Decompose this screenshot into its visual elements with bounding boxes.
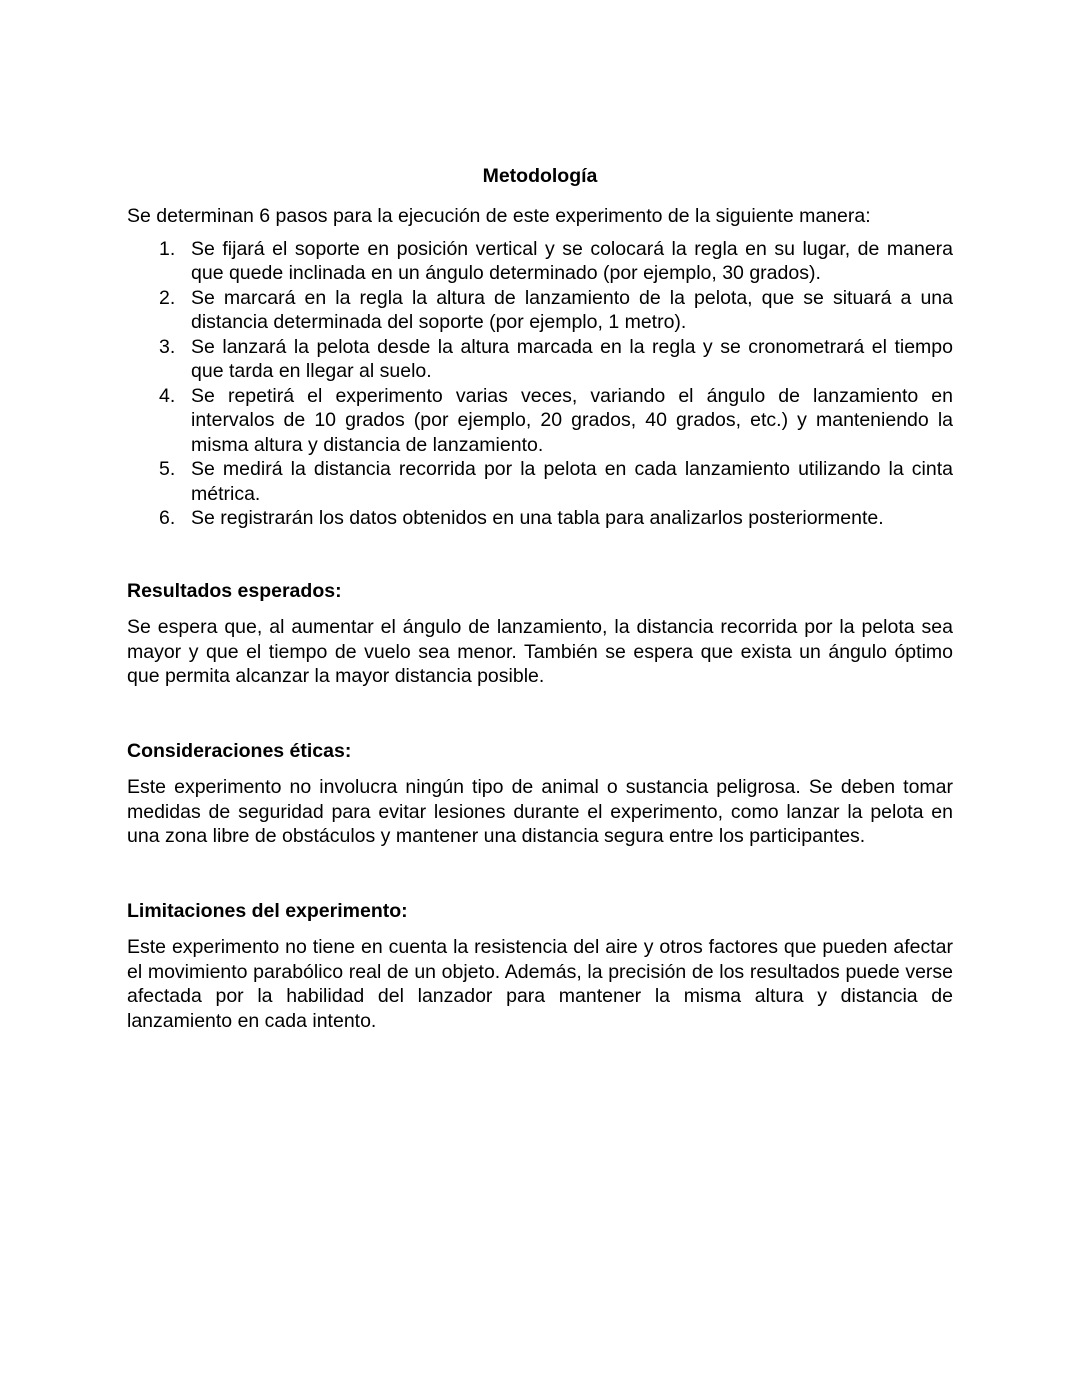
step-number: 4. — [159, 384, 176, 407]
section-heading: Limitaciones del experimento: — [127, 899, 408, 922]
list-item — [127, 384, 953, 458]
section-heading: Consideraciones éticas: — [127, 739, 352, 762]
section-body: Este experimento no involucra ningún tipo de animal o sustancia peligrosa. Se deben tomar medidas de seguridad para evitar lesiones durante el experimento, como lanzar la pelota en una zona libre de obstáculos y mantener una distancia segura entre los participantes. — [127, 776, 953, 847]
list-item — [127, 506, 953, 531]
section-body: Este experimento no tiene en cuenta la resistencia del aire y otros factores que pueden afectar el movimiento parabólico real de un objeto. Además, la precisión de los resultados puede verse afectada por la habilidad del lanzador para mantener la misma altura y distancia de lanzamiento en cada intento. — [127, 936, 953, 1032]
list-item — [127, 237, 953, 286]
section-heading: Resultados esperados: — [127, 579, 342, 602]
intro-paragraph: Se determinan 6 pasos para la ejecución de este experimento de la siguiente manera: — [127, 205, 871, 227]
methodology-steps-list — [127, 237, 953, 531]
section-ethical-considerations — [127, 739, 953, 849]
step-number: 6. — [159, 507, 176, 529]
section-expected-results — [127, 579, 953, 689]
step-text: Se medirá la distancia recorrida por la pelota en cada lanzamiento utilizando la cinta métrica. — [191, 458, 953, 505]
document-page — [127, 164, 953, 1033]
step-number: 3. — [159, 335, 176, 358]
step-number: 2. — [159, 286, 176, 309]
section-limitations — [127, 899, 953, 1034]
step-text: Se marcará en la regla la altura de lanzamiento de la pelota, que se situará a una distancia determinada del soporte (por ejemplo, 1 metro). — [191, 286, 953, 333]
step-number: 1. — [159, 237, 176, 260]
list-item — [127, 335, 953, 384]
section-body: Se espera que, al aumentar el ángulo de lanzamiento, la distancia recorrida por la pelota sea mayor y que el tiempo de vuelo sea menor. También se espera que exista un ángulo óptimo que permita alcanzar la mayor distancia posible. — [127, 616, 953, 687]
step-text: Se fijará el soporte en posición vertical y se colocará la regla en su lugar, de manera que quede inclinada en un ángulo determinado (por ejemplo, 30 grados). — [191, 237, 953, 284]
step-text: Se lanzará la pelota desde la altura marcada en la regla y se cronometrará el tiempo que tarda en llegar al suelo. — [191, 335, 953, 382]
list-item — [127, 457, 953, 506]
document-title: Metodología — [482, 165, 598, 187]
list-item — [127, 286, 953, 335]
step-text: Se repetirá el experimento varias veces, variando el ángulo de lanzamiento en intervalos de 10 grados (por ejemplo, 20 grados, 40 grados, etc.) y manteniendo la misma altura y distancia de lanzamiento. — [191, 384, 953, 456]
step-number: 5. — [159, 458, 176, 480]
step-text: Se registrarán los datos obtenidos en una tabla para analizarlos posteriormente. — [191, 507, 884, 529]
